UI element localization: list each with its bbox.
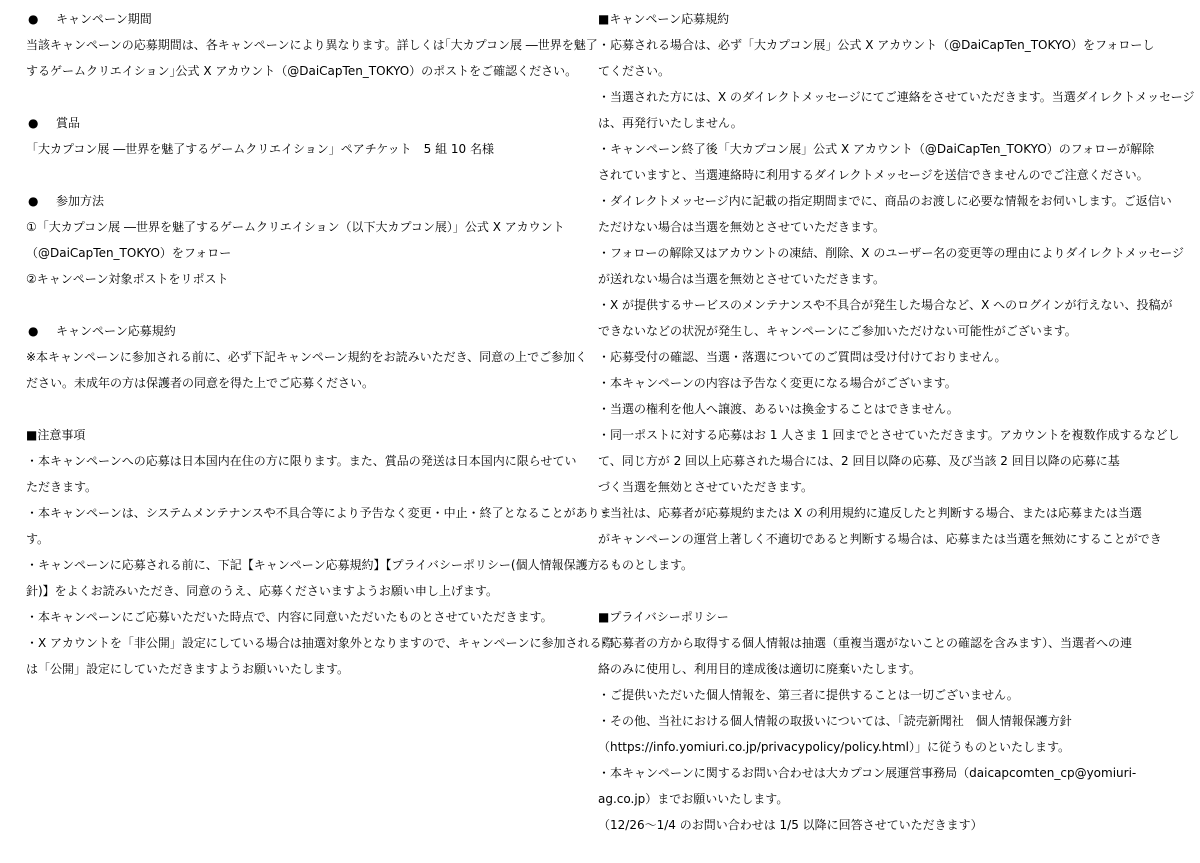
text-line: 当該キャンペーンの応募期間は、各キャンペーンにより異なります。詳しくは｢大カプコン展 ―世界を魅了 — [26, 38, 598, 52]
text-line: ・応募受付の確認、当選・落選についてのご質問は受け付けておりません。 — [598, 350, 1007, 364]
text-line: ただきます。 — [26, 480, 98, 494]
section-heading: ■プライバシーポリシー — [598, 610, 729, 624]
text-line: ag.co.jp）までお願いいたします。 — [598, 792, 789, 806]
text-line: ・X が提供するサービスのメンテナンスや不具合が発生した場合など、X へのログインが行えない、投稿が — [598, 298, 1173, 312]
text-line: るものとします。 — [598, 558, 694, 572]
text-line: ①「大カプコン展 ―世界を魅了するゲームクリエイション（以下大カプコン展）」公式 X アカウント — [26, 220, 565, 234]
text-line: は「公開」設定にしていただきますようお願いいたします。 — [26, 662, 350, 676]
text-line: （12/26～1/4 のお問い合わせは 1/5 以降に回答させていただきます） — [598, 818, 983, 832]
text-line: ・キャンペーンに応募される前に、下記【キャンペーン応募規約】【プライバシーポリシー(個人情報保護方 — [26, 558, 600, 572]
bullet-icon: ● — [28, 12, 39, 26]
text-line: 絡のみに使用し、利用目的達成後は適切に廃棄いたします。 — [598, 662, 922, 676]
text-line: てください。 — [598, 64, 671, 78]
section-campaign-rules — [26, 318, 588, 396]
text-line: ・本キャンペーンにご応募いただいた時点で、内容に同意いただいたものとさせていただきます。 — [26, 610, 553, 624]
text-line: て、同じ方が 2 回以上応募された場合には、2 回目以降の応募、及び当該 2 回目以降の応募に基 — [598, 454, 1120, 468]
text-line: ・X アカウントを「非公開」設定にしている場合は抽選対象外となりますので、キャンペーンに参加される際 — [26, 636, 614, 650]
text-line: ださい。未成年の方は保護者の同意を得た上でご応募ください。 — [26, 376, 375, 390]
section-prize — [26, 110, 546, 162]
text-line: ・当社は、応募者が応募規約または X の利用規約に違反したと判断する場合、または応募または当選 — [598, 506, 1142, 520]
text-line: ・本キャンペーンに関するお問い合わせは大カプコン展運営事務局（daicapcomten_cp@yomiuri- — [598, 766, 1137, 780]
left-column — [26, 6, 614, 682]
section-heading: ● キャンペーン期間 — [26, 6, 546, 32]
section-heading: ■キャンペーン応募規約 — [598, 12, 730, 26]
text-line: ・ダイレクトメッセージ内に記載の指定期間までに、商品のお渡しに必要な情報をお伺いします。ご返信い — [598, 194, 1172, 208]
bullet-icon: ● — [28, 324, 39, 338]
text-line: が送れない場合は当選を無効とさせていただきます。 — [598, 272, 886, 286]
text-line: づく当選を無効とさせていただきます。 — [598, 480, 814, 494]
text-line: ・本キャンペーンの内容は予告なく変更になる場合がございます。 — [598, 376, 957, 390]
text-line: ただけない場合は当選を無効とさせていただきます。 — [598, 220, 886, 234]
text-line: ・当選された方には、X のダイレクトメッセージにてご連絡をさせていただきます。当選ダイレクトメッセージ — [598, 90, 1195, 104]
section-entry-terms — [598, 6, 1195, 578]
section-campaign-period — [26, 6, 598, 84]
text-line: ②キャンペーン対象ポストをリポスト — [26, 272, 229, 286]
text-line: されていますと、当選連絡時に利用するダイレクトメッセージを送信できませんのでご注意ください。 — [598, 168, 1149, 182]
bullet-icon: ● — [28, 194, 39, 208]
text-line: 針)】をよくお読みいただき、同意のうえ、応募くださいますようお願い申し上げます。 — [26, 584, 498, 598]
text-line: 「大カプコン展 ―世界を魅了するゲームクリエイション」ペアチケット 5 組 10 名様 — [26, 142, 495, 156]
text-line: ・ご提供いただいた個人情報を、第三者に提供することは一切ございません。 — [598, 688, 1019, 702]
text-line: ・当選の権利を他人へ譲渡、あるいは換金することはできません。 — [598, 402, 959, 416]
text-line: （@DaiCapTen_TOKYO）をフォロー — [26, 246, 232, 260]
text-line: できないなどの状況が発生し、キャンペーンにご参加いただけない可能性がございます。 — [598, 324, 1077, 338]
section-notes — [26, 422, 614, 682]
text-line: ・応募される場合は、必ず「大カプコン展」公式 X アカウント（@DaiCapTen_TOKYO）をフォローし — [598, 38, 1155, 52]
text-line: するゲームクリエイション｣公式 X アカウント（@DaiCapTen_TOKYO）のポストをご確認ください。 — [26, 64, 578, 78]
section-heading: ● キャンペーン応募規約 — [26, 318, 546, 344]
bullet-icon: ● — [28, 116, 39, 130]
text-line: ・その他、当社における個人情報の取扱いについては、「読売新聞社 個人情報保護方針 — [598, 714, 1072, 728]
section-privacy-policy — [598, 604, 1163, 838]
text-line: ・フォローの解除又はアカウントの凍結、削除、X のユーザー名の変更等の理由によりダイレクトメッセージ — [598, 246, 1184, 260]
text-line: （https://info.yomiuri.co.jp/privacypolicy/policy.html）」に従うものといたします。 — [598, 740, 1071, 754]
section-heading: ● 賞品 — [26, 110, 546, 136]
text-line: す。 — [26, 532, 50, 546]
text-line: ・応募者の方から取得する個人情報は抽選（重複当選がないことの確認を含みます）、当選者への連 — [598, 636, 1133, 650]
text-line: は、再発行いたしません。 — [598, 116, 743, 130]
section-heading: ■注意事項 — [26, 428, 86, 442]
text-line: ・本キャンペーンは、システムメンテナンスや不具合等により予告なく変更・中止・終了となることがありま — [26, 506, 612, 520]
right-column — [598, 6, 1195, 838]
text-line: がキャンペーンの運営上著しく不適切であると判断する場合は、応募または当選を無効にすることができ — [598, 532, 1162, 546]
text-line: ・キャンペーン終了後「大カプコン展」公式 X アカウント（@DaiCapTen_TOKYO）のフォローが解除 — [598, 142, 1155, 156]
text-line: ※本キャンペーンに参加される前に、必ず下記キャンペーン規約をお読みいただき、同意の上でご参加く — [26, 350, 588, 364]
text-line: ・本キャンペーンへの応募は日本国内在住の方に限ります。また、賞品の発送は日本国内に限らせてい — [26, 454, 577, 468]
section-heading: ● 参加方法 — [26, 188, 546, 214]
section-how-to-enter — [26, 188, 565, 292]
text-line: ・同一ポストに対する応募はお 1 人さま 1 回までとさせていただきます。アカウントを複数作成するなどし — [598, 428, 1180, 442]
